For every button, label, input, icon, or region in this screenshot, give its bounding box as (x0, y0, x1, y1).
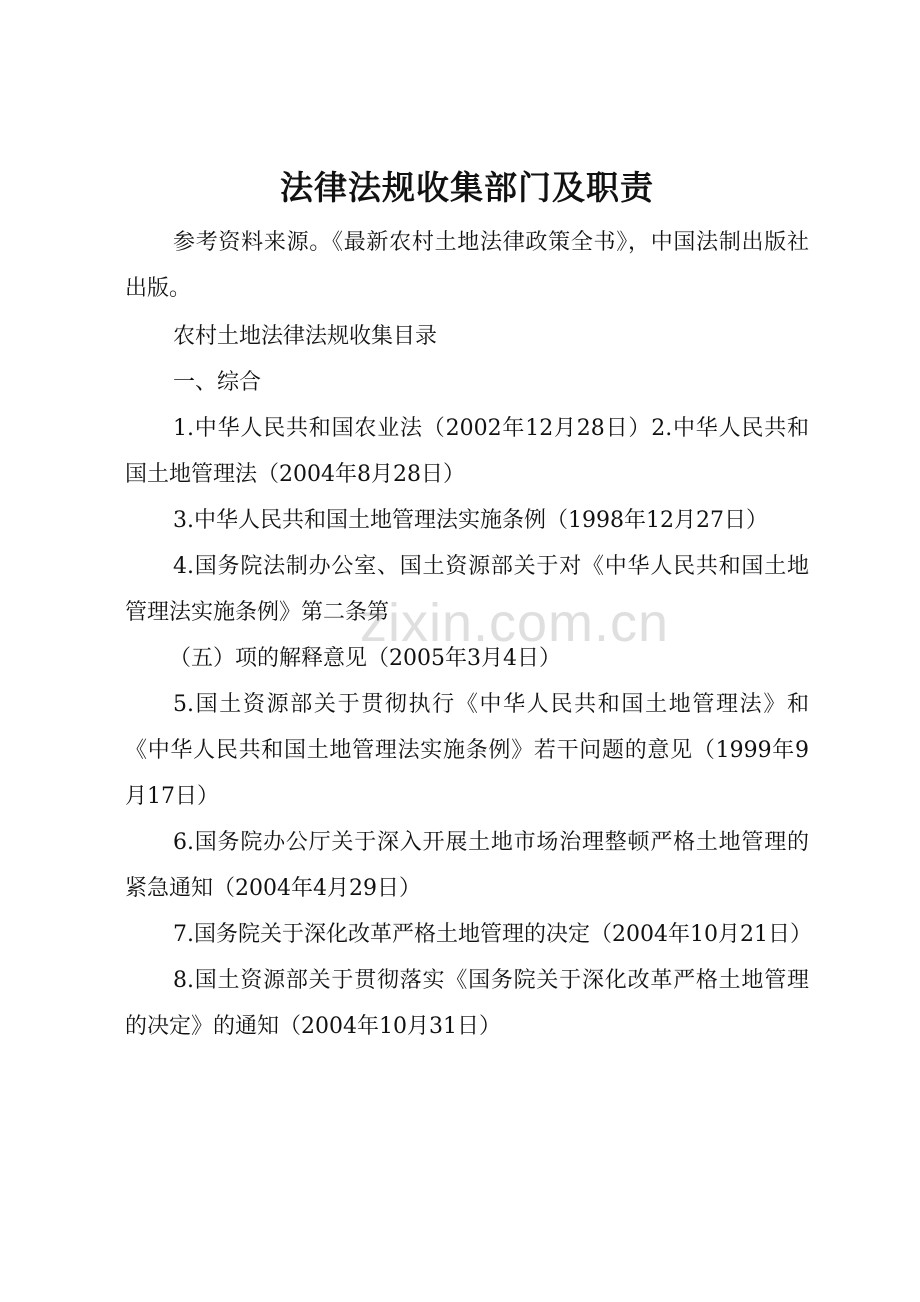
catalog-heading: 农村土地法律法规收集目录 (173, 324, 438, 349)
list-item: 8.国土资源部关于贯彻落实《国务院关于深化改革严格土地管理的决定》的通知（2004年10月31日） (125, 968, 809, 1039)
section-heading-general: 一、综合 (173, 370, 262, 395)
source-paragraph: 参考资料来源。《最新农村土地法律政策全书》，中国法制出版社出版。 (125, 230, 809, 301)
list-item-continuation: （五）项的解释意见（2005年3月4日） (169, 646, 561, 671)
list-item: 3.中华人民共和国土地管理法实施条例（1998年12月27日） (173, 508, 768, 533)
list-item: 6.国务院办公厅关于深入开展土地市场治理整顿严格土地管理的紧急通知（2004年4月29日） (125, 830, 809, 901)
document-page (125, 160, 812, 1050)
list-item: 4.国务院法制办公室、国土资源部关于对《中华人民共和国土地管理法实施条例》第二条第 (125, 554, 809, 625)
list-item: 1.中华人民共和国农业法（2002年12月28日）2.中华人民共和国土地管理法（2004年8月28日） (125, 416, 809, 487)
list-item: 7.国务院关于深化改革严格土地管理的决定（2004年10月21日） (173, 922, 812, 947)
watermark: zixin.com.cn (360, 593, 670, 653)
document-title: 法律法规收集部门及职责 (280, 168, 654, 207)
list-item: 5.国土资源部关于贯彻执行《中华人民共和国土地管理法》和《中华人民共和国土地管理法实施条例》若干问题的意见（1999年9月17日） (125, 692, 809, 809)
